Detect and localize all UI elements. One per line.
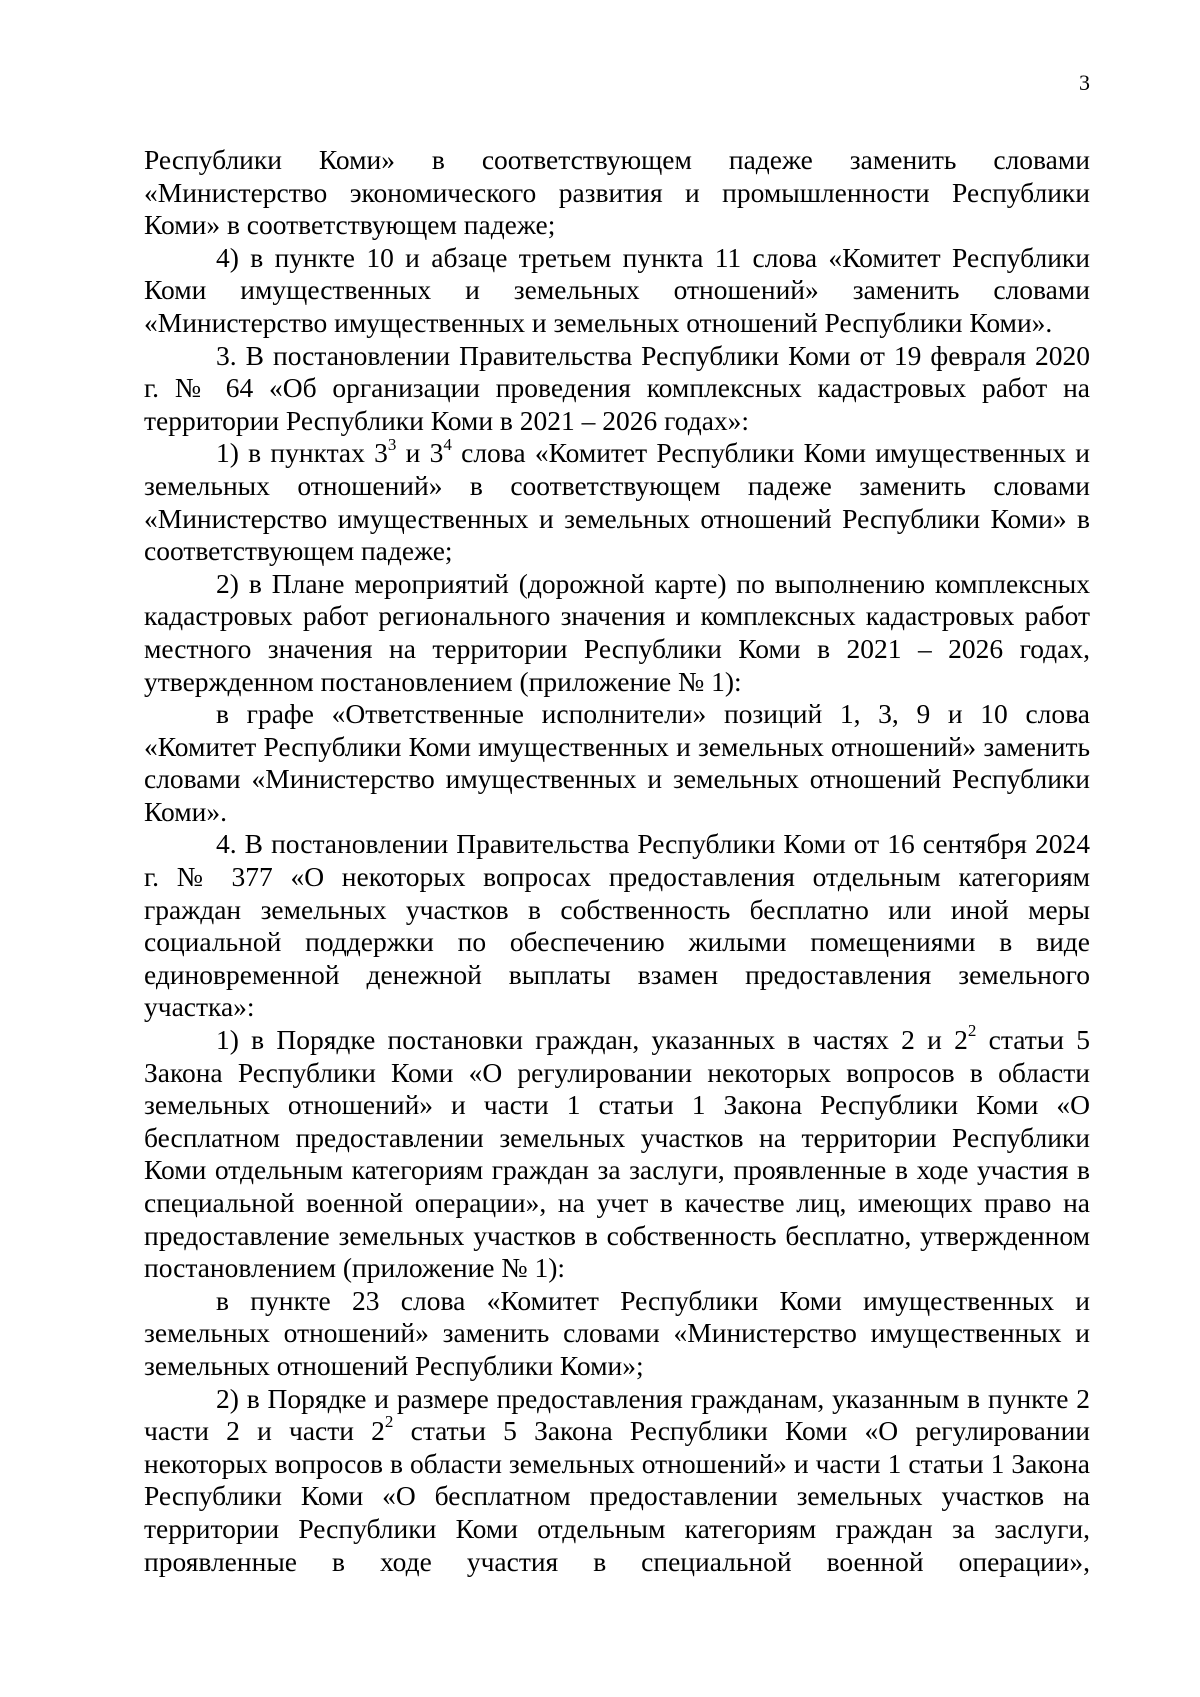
document-body xyxy=(144,144,1090,1578)
paragraph-section-3 xyxy=(144,340,1090,438)
paragraph-section-4-item-2 xyxy=(144,1383,1090,1579)
paragraph-text: 1) в пунктах 3 xyxy=(216,437,388,469)
paragraph-section-3-column-change xyxy=(144,698,1090,828)
paragraph-text: 3. В постановлении Правительства Республики Коми от 19 февраля 2020 г. № 64 «Об организации проведения комплексных кадастровых работ на территории Республики Коми в 2021 – 2026 годах»: xyxy=(144,339,1090,436)
paragraph-text: в пункте 23 слова «Комитет Республики Коми имущественных и земельных отношений» заменить словами «Министерство имущественных и земельных отношений Республики Коми»; xyxy=(144,1284,1090,1381)
paragraph-text: статьи 5 Закона Республики Коми «О регулировании некоторых вопросов в области земельных отношений» и части 1 статьи 1 Закона Республики Коми «О бесплатном предоставлении земельных участков на территории Республики Коми отдельным категориям граждан за заслуги, проявленные в ходе участия в специальной военной операции», xyxy=(144,1415,1091,1577)
paragraph-item-4 xyxy=(144,242,1090,340)
paragraph-section-4-point-23 xyxy=(144,1285,1090,1383)
paragraph-text: 4. В постановлении Правительства Республики Коми от 16 сентября 2024 г. № 377 «О некоторых вопросах предоставления отдельным категориям граждан земельных участков в собственность бесплатно или иной меры социальной поддержки по обеспечению жилыми помещениями в виде единовременной денежной выплаты взамен предоставления земельного участка»: xyxy=(144,828,1090,1023)
paragraph-text: статьи 5 Закона Республики Коми «О регулировании некоторых вопросов в области земельных отношений» и части 1 статьи 1 Закона Республики Коми «О бесплатном предоставлении земельных участков на территории Республики Коми отдельным категориям граждан за заслуги, проявленные в ходе участия в специальной военной операции», на учет в качестве лиц, имеющих право на предоставление земельных участков в собственность бесплатно, утвержденном постановлением (приложение № 1): xyxy=(144,1024,1090,1284)
paragraph-section-4 xyxy=(144,828,1090,1024)
page-number: 3 xyxy=(1079,70,1090,95)
paragraph-text: 4) в пункте 10 и абзаце третьем пункта 11 слова «Комитет Республики Коми имущественных и земельных отношений» заменить словами «Министерство имущественных и земельных отношений Республики Коми». xyxy=(144,241,1090,338)
superscript: 2 xyxy=(384,1412,394,1432)
paragraph-text: слова «Комитет Республики Коми имущественных и земельных отношений» в соответствующем падеже заменить словами «Министерство имущественных и земельных отношений Республики Коми» в соответствующем падеже; xyxy=(144,437,1091,567)
paragraph-section-3-item-1 xyxy=(144,434,1091,567)
superscript: 3 xyxy=(387,434,397,454)
paragraph-text: 2) в Плане мероприятий (дорожной карте) по выполнению комплексных кадастровых работ регионального значения и комплексных кадастровых работ местного значения на территории Республики Коми в 2021 – 2026 годах, утвержденном постановлением (приложение № 1): xyxy=(144,567,1090,697)
paragraph-text: в графе «Ответственные исполнители» позиций 1, 3, 9 и 10 слова «Комитет Республики Коми имущественных и земельных отношений» заменить словами «Министерство имущественных и земельных отношений Республики Коми». xyxy=(144,698,1090,827)
paragraph-section-3-item-2 xyxy=(144,568,1090,698)
paragraph-text: и 3 xyxy=(396,437,444,469)
paragraph-text: 1) в Порядке постановки граждан, указанных в частях 2 и 2 xyxy=(216,1024,968,1056)
paragraph-text: Республики Коми» в соответствующем падеже заменить словами «Министерство экономического развития и промышленности Республики Коми» в соответствующем падеже; xyxy=(144,144,1090,241)
paragraph-continuation xyxy=(144,144,1090,242)
paragraph-text: 2) в Порядке и размере предоставления гражданам, указанным в пункте 2 части 2 и части 2 xyxy=(144,1382,1090,1447)
paragraph-section-4-item-1 xyxy=(144,1021,1090,1285)
superscript: 2 xyxy=(967,1021,977,1041)
superscript: 4 xyxy=(443,434,452,454)
